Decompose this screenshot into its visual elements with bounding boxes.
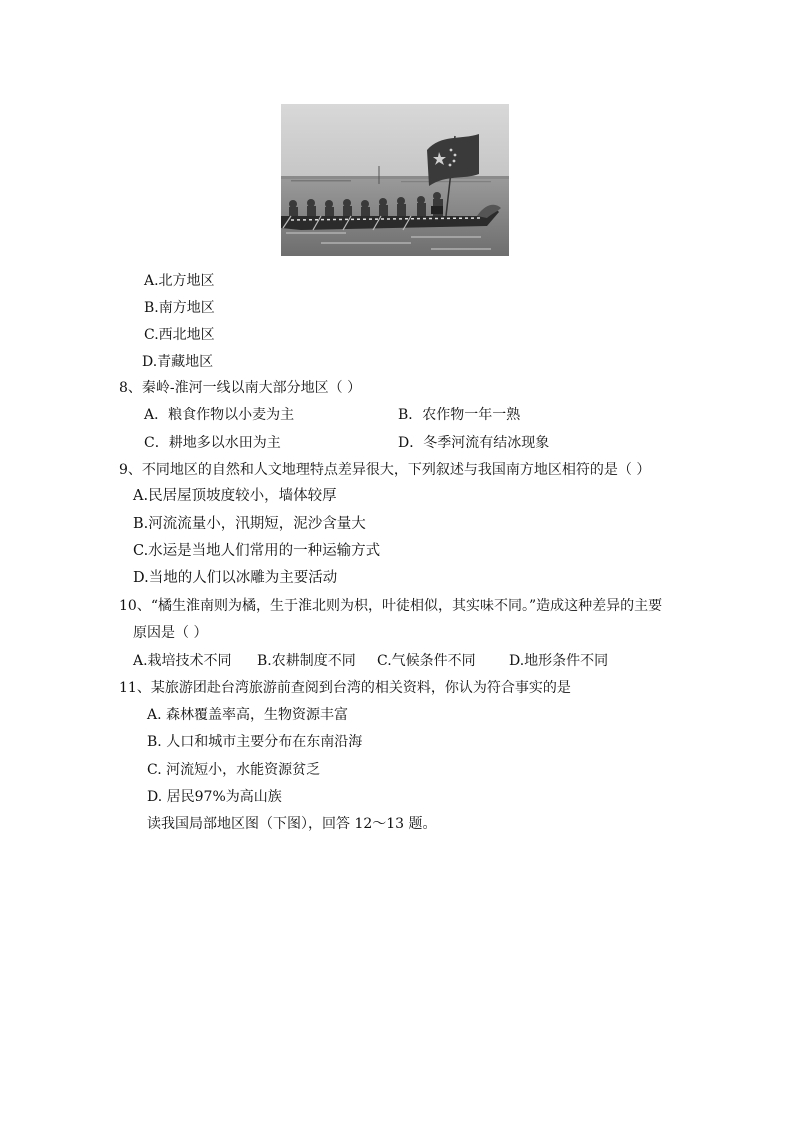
q11-option-c: C. 河流短小，水能资源贫乏 bbox=[147, 762, 321, 778]
q7-option-b: B.南方地区 bbox=[144, 300, 215, 316]
q8-stem: 8、秦岭-淮河一线以南大部分地区（ ） bbox=[119, 380, 362, 396]
instruction-text: 读我国局部地区图（下图），回答 12～13 题。 bbox=[147, 816, 437, 832]
q9-option-c: C.水运是当地人们常用的一种运输方式 bbox=[133, 543, 381, 559]
q10-option-c: C.气候条件不同 bbox=[377, 653, 476, 669]
q9-option-a: A.民居屋顶坡度较小，墙体较厚 bbox=[133, 488, 337, 504]
q7-option-a: A.北方地区 bbox=[144, 273, 215, 289]
q11-option-a: A. 森林覆盖率高，生物资源丰富 bbox=[147, 707, 349, 723]
q8-option-c: C．耕地多以水田为主 bbox=[144, 435, 281, 451]
q11-option-d: D. 居民97%为高山族 bbox=[147, 789, 282, 805]
q10-option-a: A.栽培技术不同 bbox=[133, 653, 232, 669]
q8-option-b: B．农作物一年一熟 bbox=[398, 407, 521, 423]
q10-stem-line2: 原因是（ ） bbox=[133, 625, 208, 641]
q7-option-c: C.西北地区 bbox=[144, 327, 215, 343]
q9-option-b: B.河流流量小，汛期短，泥沙含量大 bbox=[133, 516, 366, 532]
q8-option-d: D．冬季河流有结冰现象 bbox=[398, 435, 550, 451]
q10-option-b: B.农耕制度不同 bbox=[257, 653, 356, 669]
q10-option-d: D.地形条件不同 bbox=[509, 653, 609, 669]
q8-option-a: A．粮食作物以小麦为主 bbox=[144, 407, 295, 423]
q9-option-d: D.当地的人们以冰雕为主要活动 bbox=[133, 570, 338, 586]
q9-stem: 9、不同地区的自然和人文地理特点差异很大，下列叙述与我国南方地区相符的是（ ） bbox=[119, 462, 651, 478]
q11-stem: 11、某旅游团赴台湾旅游前查阅到台湾的相关资料，你认为符合事实的是 bbox=[119, 680, 571, 696]
q7-option-d: D.青藏地区 bbox=[142, 354, 214, 370]
q11-option-b: B. 人口和城市主要分布在东南沿海 bbox=[147, 734, 363, 750]
dragon-boat-photo bbox=[281, 104, 509, 256]
q10-stem-line1: 10、“橘生淮南则为橘，生于淮北则为枳，叶徒相似，其实味不同。”造成这种差异的主要 bbox=[119, 598, 663, 614]
